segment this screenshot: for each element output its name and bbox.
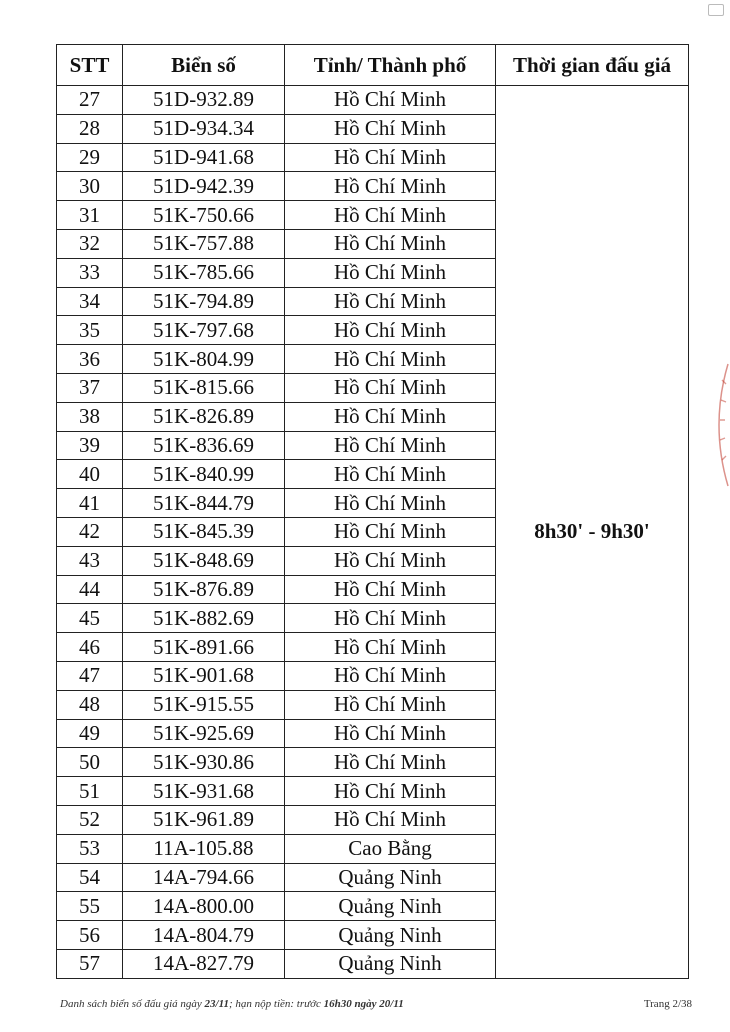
row-stt: 27: [57, 86, 123, 115]
row-stt: 31: [57, 201, 123, 230]
row-plate: 51K-891.66: [123, 633, 285, 662]
row-stt: 32: [57, 229, 123, 258]
row-stt: 44: [57, 575, 123, 604]
auction-time-cell: 8h30' - 9h30': [496, 86, 689, 979]
row-plate: 14A-800.00: [123, 892, 285, 921]
row-province: Hồ Chí Minh: [285, 748, 496, 777]
row-plate: 51K-961.89: [123, 805, 285, 834]
row-stt: 38: [57, 402, 123, 431]
row-stt: 54: [57, 863, 123, 892]
row-plate: 51K-815.66: [123, 373, 285, 402]
row-stt: 37: [57, 373, 123, 402]
row-province: Hồ Chí Minh: [285, 143, 496, 172]
footer-prefix: Danh sách biển số đấu giá ngày: [60, 998, 205, 1010]
row-stt: 46: [57, 633, 123, 662]
row-stt: 34: [57, 287, 123, 316]
footer-deadline: 16h30 ngày 20/11: [323, 998, 404, 1010]
row-stt: 51: [57, 777, 123, 806]
row-province: Hồ Chí Minh: [285, 345, 496, 374]
row-province: Hồ Chí Minh: [285, 719, 496, 748]
table-header-row: [57, 45, 689, 86]
row-stt: 28: [57, 114, 123, 143]
row-province: Hồ Chí Minh: [285, 86, 496, 115]
row-province: Quảng Ninh: [285, 949, 496, 978]
row-plate: 51K-915.55: [123, 690, 285, 719]
row-province: Hồ Chí Minh: [285, 489, 496, 518]
row-plate: 14A-804.79: [123, 921, 285, 950]
row-plate: 51K-826.89: [123, 402, 285, 431]
row-stt: 52: [57, 805, 123, 834]
row-province: Hồ Chí Minh: [285, 661, 496, 690]
row-stt: 47: [57, 661, 123, 690]
row-stt: 33: [57, 258, 123, 287]
row-province: Hồ Chí Minh: [285, 546, 496, 575]
table-row: [57, 86, 689, 115]
footer-note: [60, 998, 404, 1010]
row-province: Quảng Ninh: [285, 892, 496, 921]
header-auction-time: Thời gian đấu giá: [496, 45, 689, 86]
plate-auction-table: [56, 44, 689, 979]
row-plate: 14A-794.66: [123, 863, 285, 892]
row-province: Hồ Chí Minh: [285, 114, 496, 143]
row-plate: 51K-844.79: [123, 489, 285, 518]
row-plate: 51K-931.68: [123, 777, 285, 806]
row-province: Hồ Chí Minh: [285, 575, 496, 604]
row-plate: 51D-941.68: [123, 143, 285, 172]
row-stt: 45: [57, 604, 123, 633]
row-plate: 51K-750.66: [123, 201, 285, 230]
row-plate: 51K-797.68: [123, 316, 285, 345]
row-plate: 51K-804.99: [123, 345, 285, 374]
row-province: Quảng Ninh: [285, 921, 496, 950]
row-stt: 40: [57, 460, 123, 489]
row-province: Hồ Chí Minh: [285, 229, 496, 258]
row-stt: 43: [57, 546, 123, 575]
row-stt: 42: [57, 517, 123, 546]
row-stt: 57: [57, 949, 123, 978]
row-plate: 51K-901.68: [123, 661, 285, 690]
row-plate: 51K-840.99: [123, 460, 285, 489]
header-province: Tỉnh/ Thành phố: [285, 45, 496, 86]
row-plate: 51K-785.66: [123, 258, 285, 287]
row-province: Hồ Chí Minh: [285, 633, 496, 662]
row-plate: 51K-845.39: [123, 517, 285, 546]
row-stt: 30: [57, 172, 123, 201]
row-stt: 41: [57, 489, 123, 518]
row-province: Hồ Chí Minh: [285, 287, 496, 316]
footer-middle: ; hạn nộp tiền: trước: [228, 998, 324, 1010]
row-province: Hồ Chí Minh: [285, 373, 496, 402]
row-stt: 50: [57, 748, 123, 777]
table-body: [57, 86, 689, 979]
header-stt: STT: [57, 45, 123, 86]
footer-date: 23/11: [204, 998, 229, 1010]
page-number: Trang 2/38: [643, 998, 692, 1010]
row-province: Hồ Chí Minh: [285, 258, 496, 287]
row-stt: 29: [57, 143, 123, 172]
row-plate: 51K-925.69: [123, 719, 285, 748]
row-province: Hồ Chí Minh: [285, 201, 496, 230]
page-corner-mark: [708, 4, 724, 16]
row-stt: 36: [57, 345, 123, 374]
row-plate: 14A-827.79: [123, 949, 285, 978]
row-plate: 51K-848.69: [123, 546, 285, 575]
row-plate: 51D-932.89: [123, 86, 285, 115]
row-province: Hồ Chí Minh: [285, 402, 496, 431]
row-stt: 55: [57, 892, 123, 921]
row-stt: 56: [57, 921, 123, 950]
row-plate: 51K-876.89: [123, 575, 285, 604]
row-province: Hồ Chí Minh: [285, 690, 496, 719]
row-stt: 35: [57, 316, 123, 345]
red-stamp-fragment: [706, 360, 730, 490]
row-plate: 11A-105.88: [123, 834, 285, 863]
row-plate: 51K-836.69: [123, 431, 285, 460]
row-stt: 53: [57, 834, 123, 863]
row-province: Hồ Chí Minh: [285, 172, 496, 201]
row-plate: 51K-757.88: [123, 229, 285, 258]
row-province: Hồ Chí Minh: [285, 805, 496, 834]
header-plate: Biển số: [123, 45, 285, 86]
row-province: Hồ Chí Minh: [285, 316, 496, 345]
row-province: Hồ Chí Minh: [285, 604, 496, 633]
row-stt: 49: [57, 719, 123, 748]
row-province: Hồ Chí Minh: [285, 777, 496, 806]
row-stt: 39: [57, 431, 123, 460]
row-plate: 51K-794.89: [123, 287, 285, 316]
row-province: Quảng Ninh: [285, 863, 496, 892]
row-province: Hồ Chí Minh: [285, 517, 496, 546]
row-plate: 51K-882.69: [123, 604, 285, 633]
row-plate: 51D-934.34: [123, 114, 285, 143]
row-plate: 51D-942.39: [123, 172, 285, 201]
row-province: Hồ Chí Minh: [285, 460, 496, 489]
row-stt: 48: [57, 690, 123, 719]
row-province: Cao Bằng: [285, 834, 496, 863]
row-province: Hồ Chí Minh: [285, 431, 496, 460]
row-plate: 51K-930.86: [123, 748, 285, 777]
